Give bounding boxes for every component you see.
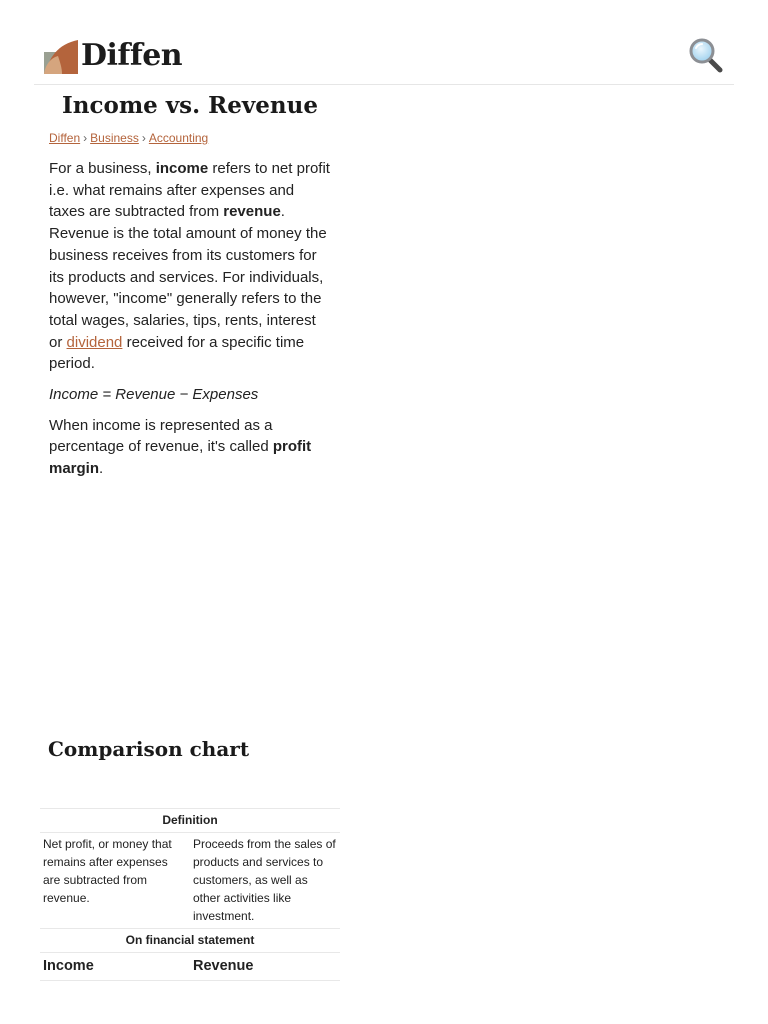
comparison-chart-title: Comparison chart [48,737,250,761]
income-formula: Income = Revenue − Expenses [49,386,259,404]
site-logo[interactable] [44,38,182,74]
diffen-logo-icon [44,38,78,74]
intro-keyword-income: income [155,160,209,177]
table-row [40,929,340,953]
row-header-label: On financial statement [125,933,255,947]
intro-text: For a business, [49,160,156,177]
intro-paragraph [49,158,333,375]
site-header [34,32,734,85]
column-header-revenue: Revenue [190,953,340,981]
breadcrumb-item-business[interactable]: Business [90,131,139,145]
breadcrumb-item-diffen[interactable]: Diffen [49,131,81,145]
breadcrumb-separator: › [141,131,146,145]
intro-keyword-revenue: revenue [223,203,281,221]
breadcrumb [49,130,208,146]
breadcrumb-separator: › [83,131,88,145]
intro-keyword-profit-margin: profit margin [49,438,312,478]
table-row [40,833,340,929]
row-header-definition [40,809,340,833]
table-row [40,809,340,833]
intro-text: . [99,460,104,478]
table-row [40,953,340,981]
definition-revenue-cell: Proceeds from the sales of products and services to customers, as well as other activities like investment. [190,833,340,929]
logo-text: Diffen [81,38,183,73]
article-intro [49,158,333,489]
intro-text: When income is represented as a percentage of revenue, it's called [49,416,273,456]
intro-text: refers to net profit i.e. what remains after expenses and taxes are subtracted from [49,160,330,221]
page-title: Income vs. Revenue [62,92,318,119]
row-header-label: Definition [162,813,218,827]
intro-text: . Revenue is the total amount of money the business receives from its customers for its products and services. For individuals, however, "income" generally refers to the total wages, salaries, tips, rents, interest or [49,203,327,351]
comparison-table [40,808,340,981]
column-header-income: Income [40,953,190,981]
intro-text: received for a specific time period. [49,333,305,373]
definition-income-cell: Net profit, or money that remains after expenses are subtracted from revenue. [40,833,190,929]
breadcrumb-item-accounting[interactable]: Accounting [148,131,209,145]
profit-margin-paragraph [49,415,333,480]
row-header-financial-statement [40,929,340,953]
search-button[interactable] [686,36,726,76]
magnifier-icon [686,36,726,76]
dividend-link[interactable]: dividend [66,333,123,351]
